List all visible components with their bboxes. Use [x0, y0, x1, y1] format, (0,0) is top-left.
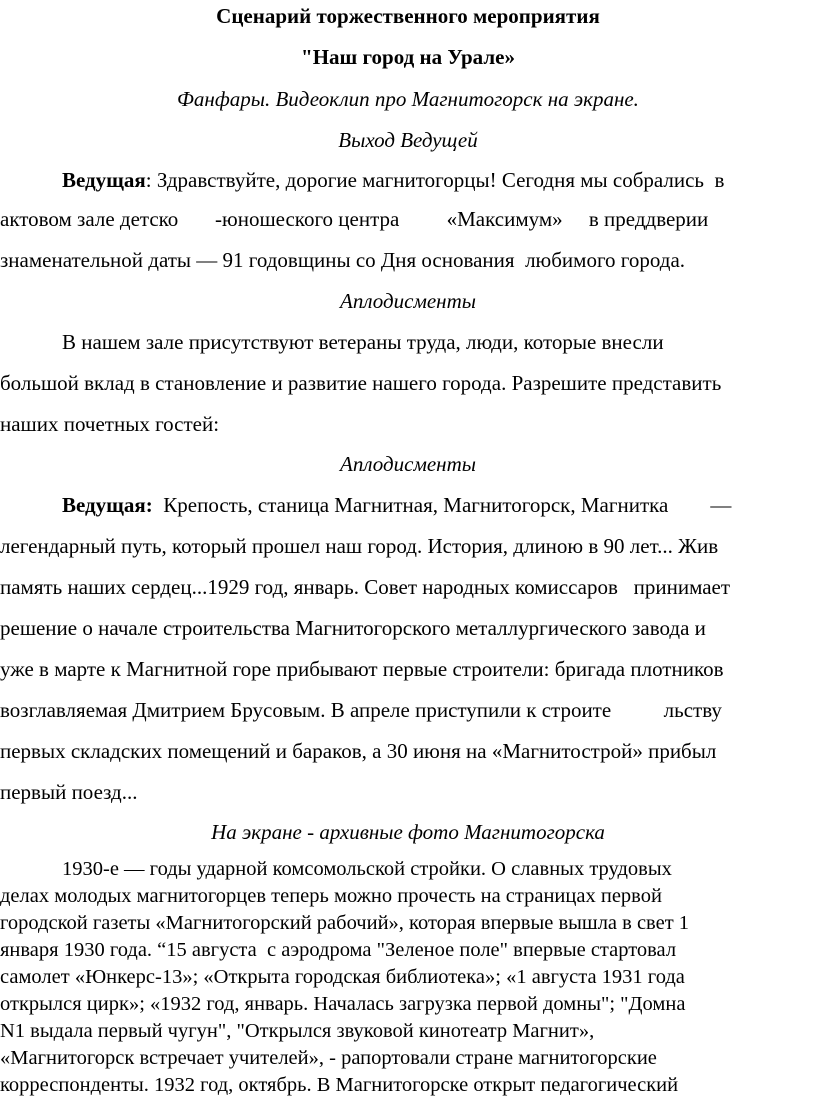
para1-line1: Ведущая: Здравствуйте, дорогие магнитогорцы! Сегодня мы собрались в [62, 168, 725, 192]
para1-line2: актовом зале детско -юношеского центра «Максимум» в преддверии [0, 207, 709, 231]
para2-line1: В нашем зале присутствуют ветераны труда, люди, которые внесли [62, 330, 664, 354]
para2-line3: наших почетных гостей: [0, 412, 220, 436]
para4-line5: самолет «Юнкерс-13»; «Открыта городская библиотека»; «1 августа 1931 года [0, 966, 685, 988]
applause-1: Аплодисменты [340, 289, 476, 313]
para3-line8: первый поезд... [0, 780, 138, 804]
speaker-label: Ведущая [62, 168, 146, 192]
para4-line2: делах молодых магнитогорцев теперь можно прочесть на страницах первой [0, 885, 662, 907]
para3-line5: уже в марте к Магнитной горе прибывают первые строители: бригада плотников [0, 657, 724, 681]
title-line-1: Сценарий торжественного мероприятия [216, 4, 600, 28]
para3-line4: решение о начале строительства Магнитогорского металлургического завода и [0, 616, 706, 640]
para4-line4: января 1930 года. “15 августа с аэродрома "Зеленое поле" впервые стартовал [0, 939, 677, 961]
screen-note: На экране - архивные фото Магнитогорска [211, 820, 605, 844]
stage-direction-host-enters: Выход Ведущей [338, 128, 478, 152]
stage-direction-fanfare: Фанфары. Видеоклип про Магнитогорск на экране. [177, 87, 639, 111]
para3-line6: возглавляемая Дмитрием Брусовым. В апреле приступили к строите льству [0, 698, 722, 722]
para3-line1: Ведущая: Крепость, станица Магнитная, Магнитогорск, Магнитка — [62, 493, 732, 517]
title-line-2: "Наш город на Урале» [301, 45, 515, 69]
applause-2: Аплодисменты [340, 452, 476, 476]
para4-line1: 1930-е — годы ударной комсомольской стройки. О славных трудовых [62, 858, 672, 880]
para4-line6: открылся цирк»; «1932 год, январь. Началась загрузка первой домны"; "Домна [0, 993, 686, 1015]
para4-line3: городской газеты «Магнитогорский рабочий», которая впервые вышла в свет 1 [0, 912, 690, 934]
para1-line3: знаменательной даты — 91 годовщины со Дня основания любимого города. [0, 248, 686, 272]
speaker-label: Ведущая: [62, 493, 153, 517]
para3-line7: первых складских помещений и бараков, а 30 июня на «Магнитострой» прибыл [0, 739, 717, 763]
para3-line2: легендарный путь, который прошел наш город. История, длиною в 90 лет... Жив [0, 534, 719, 558]
para4-line8: «Магнитогорск встречает учителей», - рапортовали стране магнитогорские [0, 1047, 657, 1069]
para2-line2: большой вклад в становление и развитие нашего города. Разрешите представить [0, 371, 722, 395]
para3-line3: память наших сердец...1929 год, январь. Совет народных комиссаров принимает [0, 575, 731, 599]
para4-line7: N1 выдала первый чугун", "Открылся звуковой кинотеатр Магнит», [0, 1020, 595, 1042]
para4-line9: корреспонденты. 1932 год, октябрь. В Магнитогорске открыт педагогический [0, 1074, 679, 1096]
